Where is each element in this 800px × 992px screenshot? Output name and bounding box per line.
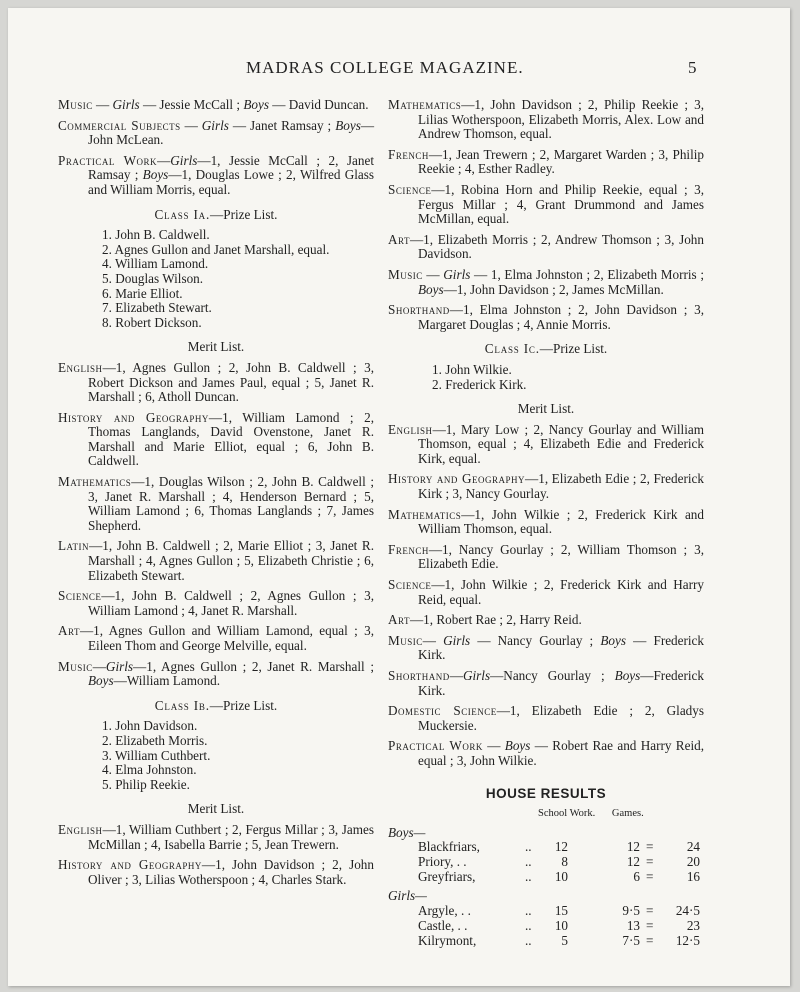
list-item: 6. Marie Elliot. [102, 285, 183, 301]
house-name: Priory, . . [418, 854, 467, 870]
page-title: MADRAS COLLEGE MAGAZINE. [246, 58, 524, 77]
school-work-score: 5 [561, 932, 568, 948]
leader-dots: .. [525, 932, 532, 948]
ib-shorthand-entry: Shorthand—1, Elma Johnston ; 2, John Davidson ; 3, Margaret Douglas ; 4, Annie Morris. [388, 302, 704, 332]
ic-practical-work-entry: Practical Work — Boys — Robert Rae and Harry Reid, equal ; 3, John Wilkie. [388, 738, 705, 768]
ib-mathematics-entry: Mathematics—1, John Davidson ; 2, Philip Reekie ; 3, Lilias Wotherspoon, Elizabeth Morris, Alex. Low and Andrew Thomson, equal. [388, 97, 704, 142]
list-item: 4. William Lamond. [102, 256, 209, 272]
class-ia-merit-heading: Merit List. [187, 339, 245, 355]
equals-sign: = [646, 869, 654, 885]
list-item: 4. Elma Johnston. [102, 762, 197, 778]
ic-mathematics-entry: Mathematics—1, John Wilkie ; 2, Frederick Kirk and William Thomson, equal. [388, 506, 704, 537]
class-ia-prize-list [58, 228, 374, 330]
table-row [388, 855, 704, 870]
commercial-subjects-entry: Commercial Subjects — Girls — Janet Ramsay ; Boys—John McLean. [58, 117, 375, 148]
list-item: 5. Douglas Wilson. [102, 270, 204, 286]
house-name: Kilrymont, [418, 932, 477, 948]
total-score: 16 [686, 869, 700, 885]
ia-music-entry: Music—Girls—1, Agnes Gullon ; 2, Janet R. Marshall ; Boys—William Lamond. [58, 658, 374, 689]
ib-history-entry: History and Geography—1, John Davidson ; 2, John Oliver ; 3, Lilias Wotherspoon ; 4, Charles Stark. [58, 857, 374, 887]
ic-music-entry: Music— Girls — Nancy Gourlay ; Boys — Frederick Kirk. [388, 632, 705, 663]
equals-sign: = [646, 854, 654, 870]
right-column [388, 98, 704, 949]
ic-shorthand-entry: Shorthand—Girls—Nancy Gourlay ; Boys—Frederick Kirk. [388, 668, 704, 698]
school-work-score: 12 [554, 839, 568, 855]
ic-art-entry: Art—1, Robert Rae ; 2, Harry Reid. [388, 612, 582, 628]
table-row [388, 934, 704, 949]
ib-french-entry: French—1, Jean Trewern ; 2, Margaret Warden ; 3, Philip Reekie ; 4, Esther Radley. [388, 146, 704, 177]
class-ic-merit-heading: Merit List. [517, 401, 575, 417]
list-item: 7. Elizabeth Stewart. [102, 300, 212, 316]
ia-mathematics-entry: Mathematics—1, Douglas Wilson ; 2, John B. Caldwell ; 3, Janet R. Marshall ; 4, Henderson Bernard ; 5, William Lamond ; 6, Thomas Langlands ; 7, James Shepherd. [58, 474, 374, 533]
class-ic-prize-list [388, 363, 704, 392]
table-row [388, 840, 704, 855]
house-results-table [388, 826, 704, 949]
page-number: 5 [688, 58, 697, 77]
school-work-score: 10 [554, 869, 568, 885]
games-score: 7·5 [622, 932, 640, 948]
leader-dots: .. [525, 839, 532, 855]
class-ib-heading: Class Ib.—Prize List. [154, 697, 278, 713]
house-group-label: Boys— [388, 824, 426, 840]
equals-sign: = [646, 839, 654, 855]
class-ib-prize-list [58, 719, 374, 792]
table-row [388, 904, 704, 919]
total-score: 12·5 [675, 932, 700, 948]
house-name: Castle, . . [418, 917, 468, 933]
ib-music-entry: Music — Girls — 1, Elma Johnston ; 2, Elizabeth Morris ; Boys—1, John Davidson ; 2, James McMillan. [388, 266, 705, 297]
games-score: 12 [626, 854, 640, 870]
total-score: 24·5 [675, 902, 700, 918]
list-item: 1. John B. Caldwell. [102, 227, 210, 243]
list-item: 2. Frederick Kirk. [432, 376, 527, 392]
school-work-header: School Work. [538, 808, 596, 820]
house-results-title: HOUSE RESULTS [485, 785, 607, 801]
school-work-score: 15 [554, 902, 568, 918]
games-header: Games. [611, 808, 644, 820]
ia-science-entry: Science—1, John B. Caldwell ; 2, Agnes Gullon ; 3, William Lamond ; 4, Janet R. Marshall. [58, 588, 374, 618]
list-item: 8. Robert Dickson. [102, 314, 202, 330]
class-ic-heading: Class Ic.—Prize List. [484, 341, 608, 357]
ib-english-entry: English—1, William Cuthbert ; 2, Fergus Millar ; 3, James McMillan ; 4, Isabella Barrie ; 5, Jean Trewern. [58, 821, 374, 852]
magazine-page [8, 8, 790, 986]
ia-latin-entry: Latin—1, John B. Caldwell ; 2, Marie Elliot ; 3, Janet R. Marshall ; 4, Agnes Gullon ; 5, Elizabeth Christie ; 6, Elizabeth Stewart. [58, 538, 374, 583]
practical-work-entry: Practical Work—Girls—1, Jessie McCall ; 2, Janet Ramsay ; Boys—1, Douglas Lowe ; 2, Wilfred Glass and William Morris, equal. [58, 152, 375, 197]
list-item: 2. Elizabeth Morris. [102, 732, 208, 748]
leader-dots: .. [525, 917, 532, 933]
equals-sign: = [646, 932, 654, 948]
ic-french-entry: French—1, Nancy Gourlay ; 2, William Thomson ; 3, Elizabeth Edie. [388, 541, 704, 572]
list-item: 1. John Davidson. [102, 718, 198, 734]
table-row [388, 870, 704, 885]
list-item: 3. William Cuthbert. [102, 747, 211, 763]
list-item: 1. John Wilkie. [432, 361, 512, 377]
total-score: 20 [686, 854, 700, 870]
ib-science-entry: Science—1, Robina Horn and Philip Reekie, equal ; 3, Fergus Millar ; 4, Grant Drummond and James McMillan, equal. [388, 181, 704, 227]
ic-english-entry: English—1, Mary Low ; 2, Nancy Gourlay and William Thomson, equal ; 4, Elizabeth Edie and Frederick Kirk, equal. [388, 421, 704, 466]
list-item: 2. Agnes Gullon and Janet Marshall, equal. [102, 241, 330, 257]
leader-dots: .. [525, 869, 532, 885]
leader-dots: .. [525, 902, 532, 918]
class-ib-merit-heading: Merit List. [187, 801, 245, 817]
list-item: 5. Philip Reekie. [102, 776, 190, 792]
page-header [8, 58, 790, 86]
house-group-label: Girls— [388, 888, 427, 904]
school-work-score: 8 [561, 854, 568, 870]
music-entry: Music — Girls — Jessie McCall ; Boys — David Duncan. [58, 97, 369, 112]
ic-history-entry: History and Geography—1, Elizabeth Edie ; 2, Frederick Kirk ; 3, Nancy Gourlay. [388, 471, 704, 502]
class-ia-heading: Class Ia.—Prize List. [154, 206, 278, 222]
ic-domestic-science-entry: Domestic Science—1, Elizabeth Edie ; 2, Gladys Muckersie. [388, 703, 704, 733]
ia-english-entry: English—1, Agnes Gullon ; 2, John B. Caldwell ; 3, Robert Dickson and James Paul, equal ; 5, Janet R. Marshall ; 6, Atholl Duncan. [58, 359, 374, 405]
total-score: 24 [686, 839, 700, 855]
equals-sign: = [646, 902, 654, 918]
school-work-score: 10 [554, 917, 568, 933]
games-score: 13 [626, 917, 640, 933]
ic-science-entry: Science—1, John Wilkie ; 2, Frederick Kirk and Harry Reid, equal. [388, 577, 704, 607]
ib-art-entry: Art—1, Elizabeth Morris ; 2, Andrew Thomson ; 3, John Davidson. [388, 231, 704, 262]
leader-dots: .. [525, 854, 532, 870]
house-name: Greyfriars, [418, 869, 476, 885]
equals-sign: = [646, 917, 654, 933]
house-results-column-headers [538, 807, 704, 822]
house-name: Argyle, . . [418, 902, 471, 918]
house-name: Blackfriars, [418, 839, 480, 855]
ia-art-entry: Art—1, Agnes Gullon and William Lamond, equal ; 3, Eileen Thom and George Melville, equal. [58, 623, 374, 653]
games-score: 12 [626, 839, 640, 855]
table-row [388, 919, 704, 934]
games-score: 9·5 [622, 902, 640, 918]
total-score: 23 [686, 917, 700, 933]
games-score: 6 [633, 869, 640, 885]
ia-history-entry: History and Geography—1, William Lamond ; 2, Thomas Langlands, David Ovenstone, Janet R. Marshall and Marie Elliot, equal ; 6, John B. Caldwell. [58, 409, 374, 469]
left-column [58, 98, 374, 893]
